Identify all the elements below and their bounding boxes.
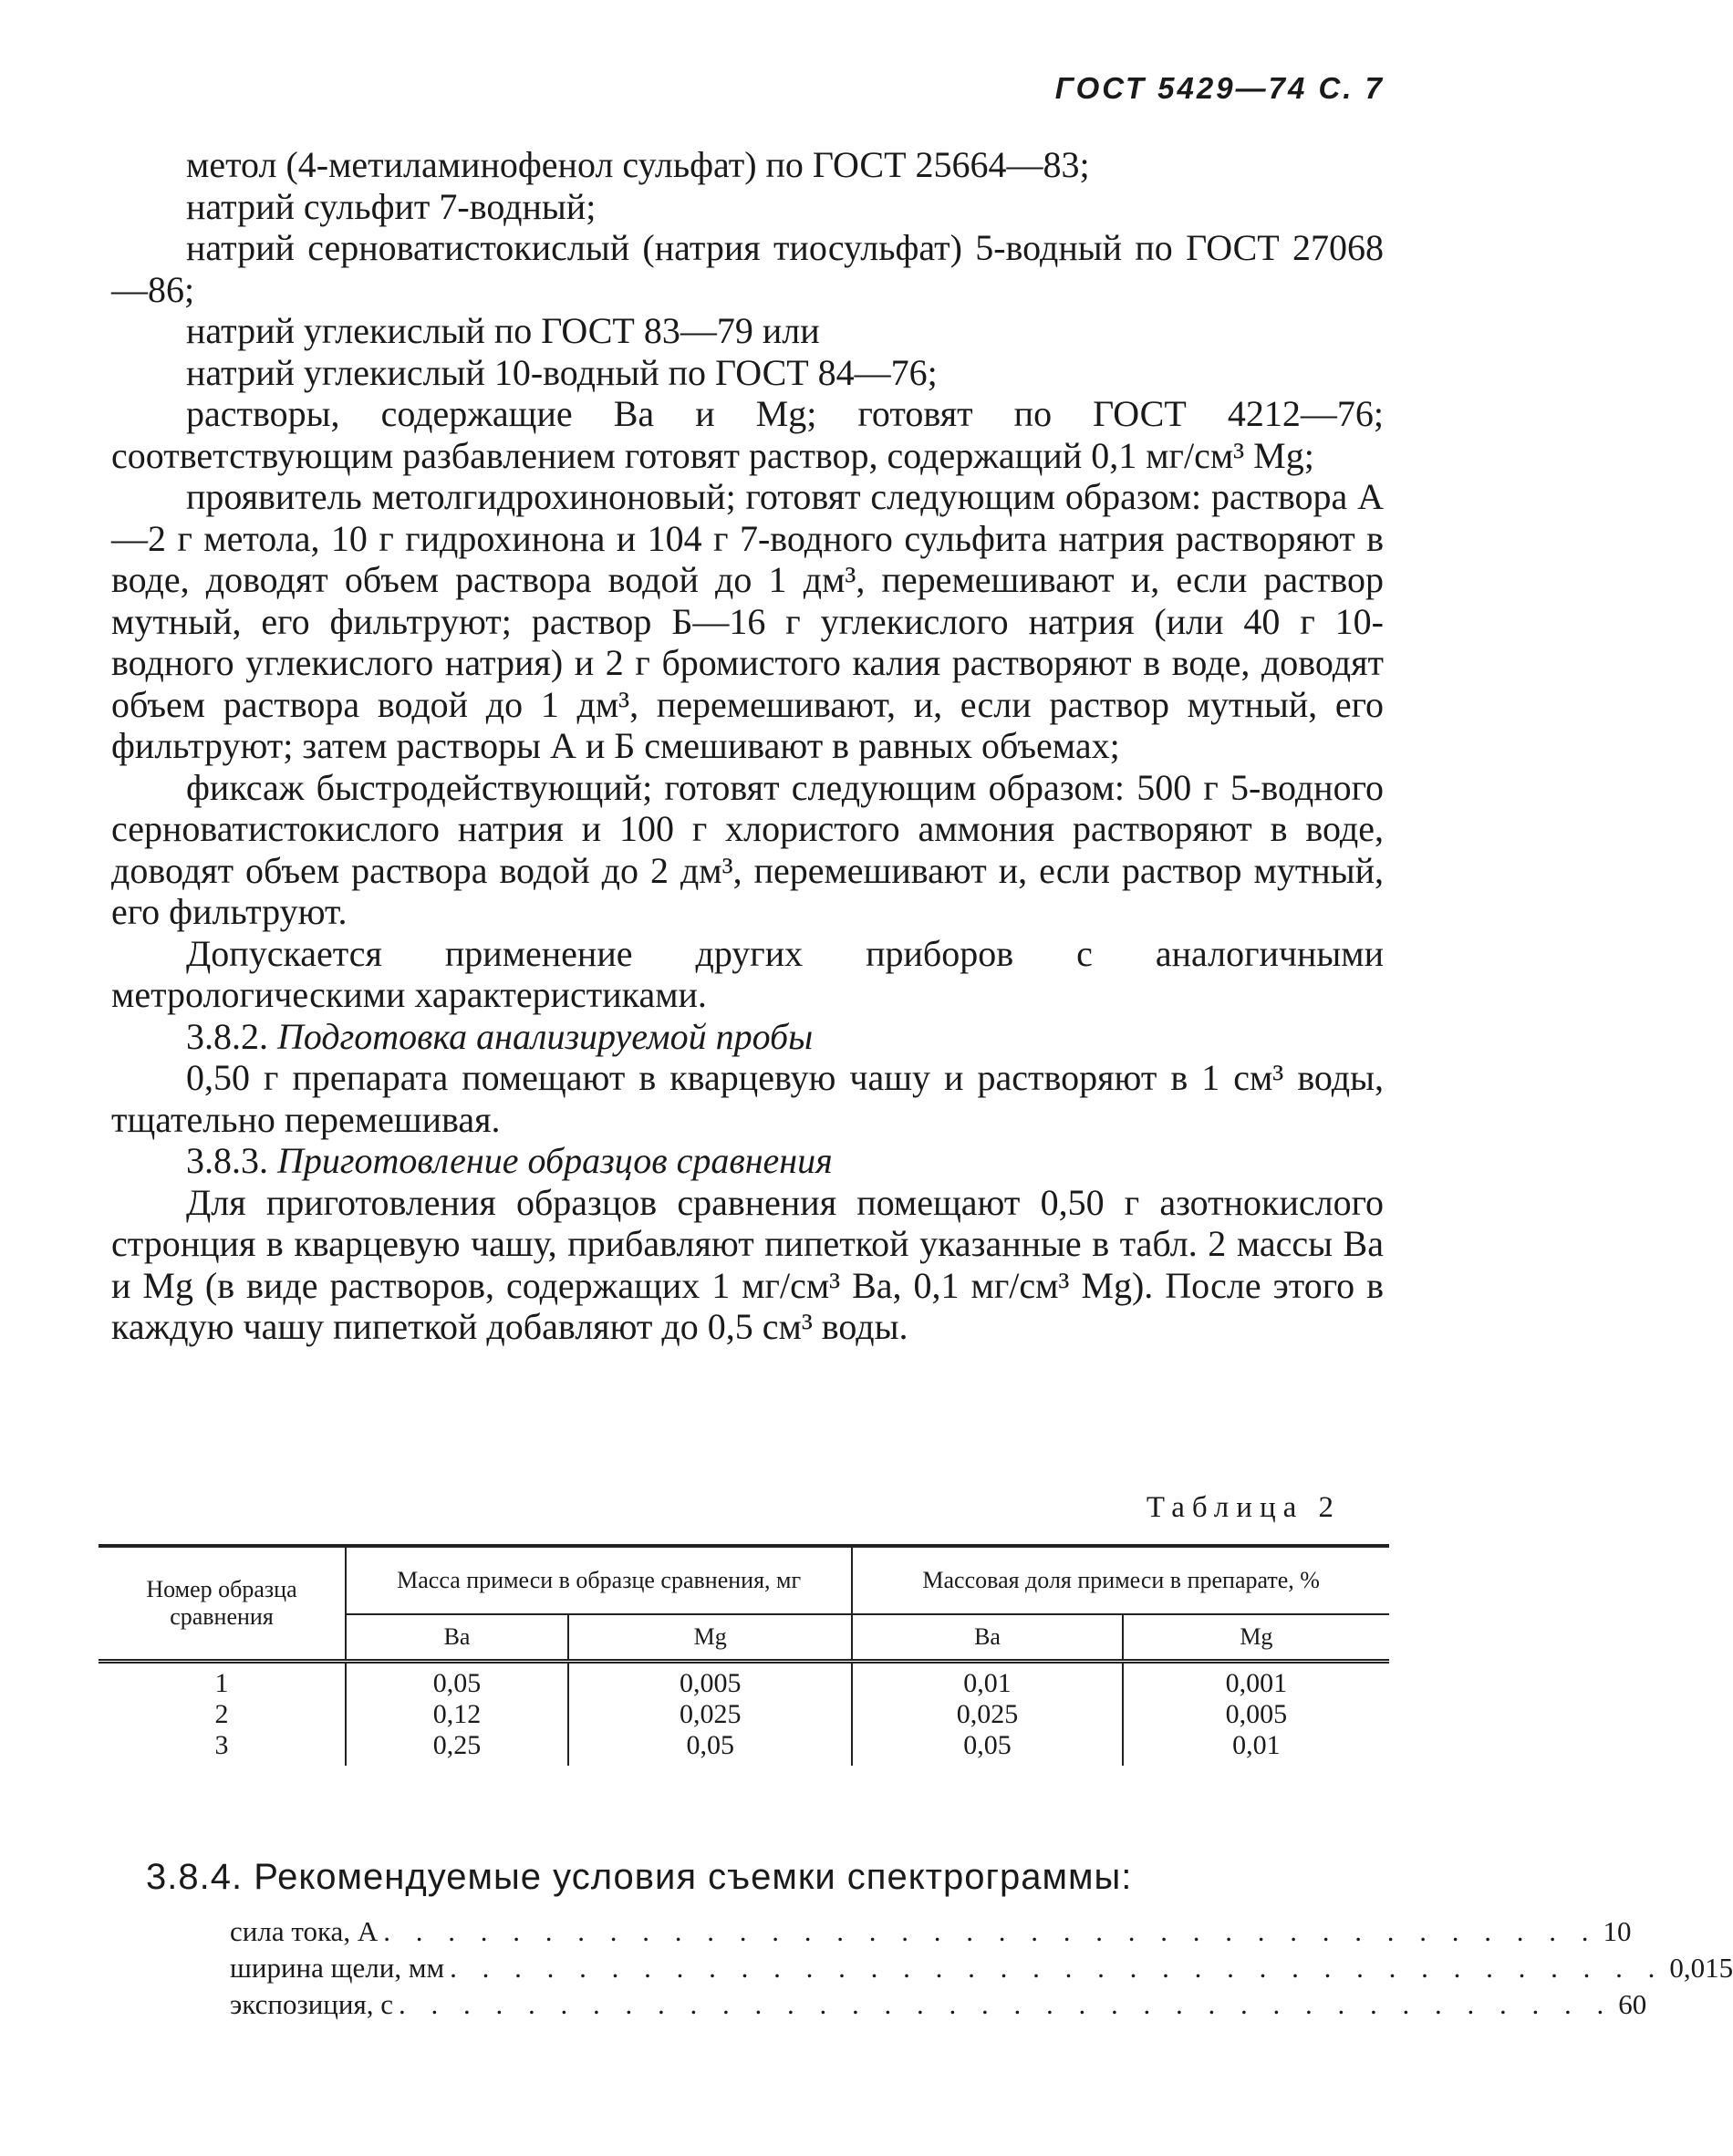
- header-mass-group: Масса примеси в образце сравнения, мг: [346, 1546, 852, 1614]
- cell-value: 0,25: [432, 1730, 482, 1760]
- paragraph: натрий углекислый 10-водный по ГОСТ 84—76;: [186, 351, 938, 393]
- header-ba: Ba: [346, 1614, 568, 1662]
- paragraph: Допускается применение других приборов с аналогичными метрологическими характеристиками.: [111, 932, 1384, 1015]
- paragraph: проявитель метолгидрохиноновый; готовят следующим образом: раствора А—2 г метола, 10 г гидрохинона и 104 г 7-водного сульфита натрия растворяют в воде, доводят объем раствора водой до 1 дм³, перемешивают и, если раствор мутный, его фильтруют; раствор Б—16 г углекислого натрия (или 40 г 10-водного углекислого натрия) и 2 г бромистого калия растворяют в воде, доводят объем раствора водой до 1 дм³, перемешивают, и, если раствор мутный, его фильтруют; затем растворы А и Б смешивают в равных объемах;: [111, 476, 1384, 766]
- cell-value: 0,05: [432, 1668, 482, 1698]
- section-number: 3.8.3.: [186, 1140, 268, 1181]
- condition-row: [230, 1988, 1647, 2025]
- cell-value: 3: [214, 1730, 229, 1760]
- table-data-block: [99, 1662, 1389, 1767]
- cell-value: 1: [214, 1668, 229, 1698]
- table-cell: [1123, 1662, 1389, 1767]
- paragraph: 0,50 г препарата помещают в кварцевую чашу и растворяют в 1 см³ воды, тщательно перемешивая.: [111, 1057, 1384, 1140]
- condition-row: [230, 1952, 1733, 1988]
- paragraph: растворы, содержащие Ba и Mg; готовят по ГОСТ 4212—76; соответствующим разбавлением готовят раствор, содержащий 0,1 мг/см³ Mg;: [111, 393, 1384, 476]
- paragraph: натрий сульфит 7-водный;: [186, 185, 597, 227]
- table-caption: Таблица 2: [1146, 1491, 1341, 1524]
- header-sample-number: Номер образца сравнения: [146, 1576, 297, 1630]
- condition-value: 0,015: [1669, 1952, 1733, 1984]
- cell-value: 0,001: [1225, 1668, 1288, 1698]
- cell-value: 0,12: [432, 1699, 482, 1729]
- cell-value: 0,025: [956, 1699, 1019, 1729]
- paragraph: Для приготовления образцов сравнения помещают 0,50 г азотнокислого стронция в кварцевую чашу, прибавляют пипеткой указанные в табл. 2 массы Ba и Mg (в виде растворов, содержащих 1 мг/см³ Ba, 0,1 мг/см³ Mg). После этого в каждую чашу пипеткой добавляют до 0,5 см³ воды.: [111, 1181, 1384, 1347]
- condition-label: сила тока, А: [230, 1915, 379, 1947]
- cell-value: 0,01: [963, 1668, 1012, 1698]
- document-body: [111, 144, 1384, 1348]
- header-mg: Mg: [1123, 1614, 1389, 1662]
- condition-row: [230, 1915, 1632, 1952]
- table-header-row: [99, 1546, 1389, 1614]
- cell-value: 0,05: [686, 1730, 734, 1760]
- table-cell: [852, 1662, 1122, 1767]
- cell-value: 0,005: [1225, 1699, 1288, 1729]
- table-cell: [346, 1662, 568, 1767]
- cell-value: 0,025: [679, 1699, 742, 1729]
- table-cell: [99, 1662, 346, 1767]
- paragraph: метол (4-метиламинофенол сульфат) по ГОСТ 25664—83;: [186, 144, 1090, 185]
- table-2: [99, 1544, 1389, 1766]
- section-heading-3-8-2: [111, 1016, 1384, 1058]
- paragraph: натрий серноватистокислый (натрия тиосульфат) 5-водный по ГОСТ 27068—86;: [111, 227, 1384, 310]
- header-fraction-group: Массовая доля примеси в препарате, %: [852, 1546, 1389, 1614]
- cell-value: 0,05: [963, 1730, 1012, 1760]
- leader-dots: . . . . . . . . . . . . . . . . . . . . . . . . . . . . . . . . . . . . . .: [398, 1988, 1614, 2020]
- cell-value: 0,01: [1232, 1730, 1281, 1760]
- header-mg: Mg: [568, 1614, 852, 1662]
- section-title: Приготовление образцов сравнения: [277, 1140, 833, 1181]
- condition-label: ширина щели, мм: [230, 1952, 445, 1984]
- condition-label: экспозиция, с: [230, 1988, 393, 2020]
- page-header: ГОСТ 5429—74 С. 7: [1054, 71, 1385, 105]
- section-title: Подготовка анализируемой пробы: [277, 1015, 814, 1057]
- section-heading-3-8-4: 3.8.4. Рекомендуемые условия съемки спектрограммы:: [146, 1857, 1133, 1897]
- section-heading-3-8-3: [111, 1140, 1384, 1182]
- leader-dots: . . . . . . . . . . . . . . . . . . . . . . . . . . . . . . . . . . . . . .: [383, 1915, 1598, 1947]
- header-ba: Ba: [852, 1614, 1122, 1662]
- condition-value: 10: [1603, 1915, 1632, 1947]
- leader-dots: . . . . . . . . . . . . . . . . . . . . . . . . . . . . . . . . . . . . . .: [450, 1952, 1665, 1984]
- conditions-list: [230, 1915, 1733, 2025]
- cell-value: 2: [214, 1699, 229, 1729]
- table-cell: [568, 1662, 852, 1767]
- section-number: 3.8.2.: [186, 1015, 268, 1057]
- cell-value: 0,005: [679, 1668, 742, 1698]
- paragraph: натрий углекислый по ГОСТ 83—79 или: [186, 310, 820, 351]
- condition-value: 60: [1618, 1988, 1647, 2020]
- paragraph: фиксаж быстродействующий; готовят следующим образом: 500 г 5-водного серноватистокислого натрия и 100 г хлористого аммония растворяют в воде, доводят объем раствора водой до 2 дм³, перемешивают и, если раствор мутный, его фильтруют.: [111, 766, 1384, 932]
